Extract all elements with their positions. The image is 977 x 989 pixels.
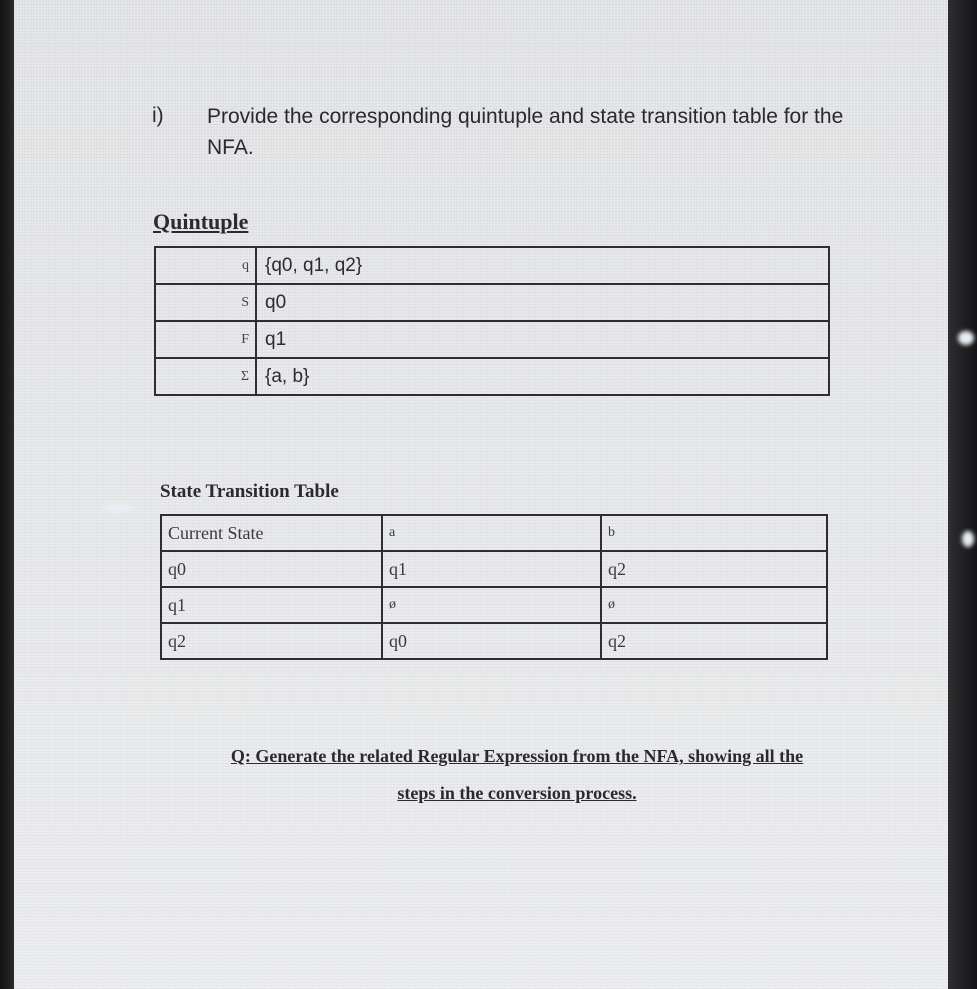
- table-cell: q0: [161, 551, 382, 587]
- regex-question-line2: steps in the conversion process.: [397, 783, 637, 803]
- quintuple-symbol: q: [155, 247, 256, 284]
- header-current-state: Current State: [161, 515, 382, 551]
- quintuple-value: q0: [256, 284, 829, 321]
- light-reflection: [958, 331, 974, 345]
- table-cell: q1: [382, 551, 601, 587]
- quintuple-symbol: S: [155, 284, 256, 321]
- quintuple-table: [154, 246, 830, 396]
- table-row: [161, 551, 827, 587]
- quintuple-value: q1: [256, 321, 829, 358]
- table-cell: q2: [601, 551, 827, 587]
- table-cell: ø: [601, 587, 827, 623]
- regex-question: [157, 738, 877, 812]
- light-reflection: [102, 503, 132, 513]
- document-page: [14, 0, 948, 989]
- table-row: [155, 321, 829, 358]
- monitor-bezel-right: [948, 0, 977, 989]
- question-number: i): [152, 104, 164, 127]
- table-cell: q1: [161, 587, 382, 623]
- state-transition-title: State Transition Table: [160, 481, 339, 502]
- table-cell: q2: [161, 623, 382, 659]
- table-row: [155, 358, 829, 395]
- quintuple-value: {a, b}: [256, 358, 829, 395]
- table-row: [161, 587, 827, 623]
- table-row: [155, 247, 829, 284]
- table-row: [161, 623, 827, 659]
- quintuple-symbol: F: [155, 321, 256, 358]
- question-text: Provide the corresponding quintuple and state transition table for the NFA.: [207, 105, 844, 159]
- state-transition-table: [160, 514, 828, 660]
- header-b: b: [601, 515, 827, 551]
- table-cell: ø: [382, 587, 601, 623]
- regex-question-line1: Q: Generate the related Regular Expression from the NFA, showing all the: [230, 746, 804, 766]
- quintuple-title: Quintuple: [153, 209, 249, 234]
- monitor-bezel-left: [0, 0, 14, 989]
- quintuple-value: {q0, q1, q2}: [256, 247, 829, 284]
- table-cell: q2: [601, 623, 827, 659]
- quintuple-symbol: Σ: [155, 358, 256, 395]
- light-reflection: [962, 531, 974, 547]
- table-cell: q0: [382, 623, 601, 659]
- table-row: [155, 284, 829, 321]
- header-a: a: [382, 515, 601, 551]
- table-header-row: [161, 515, 827, 551]
